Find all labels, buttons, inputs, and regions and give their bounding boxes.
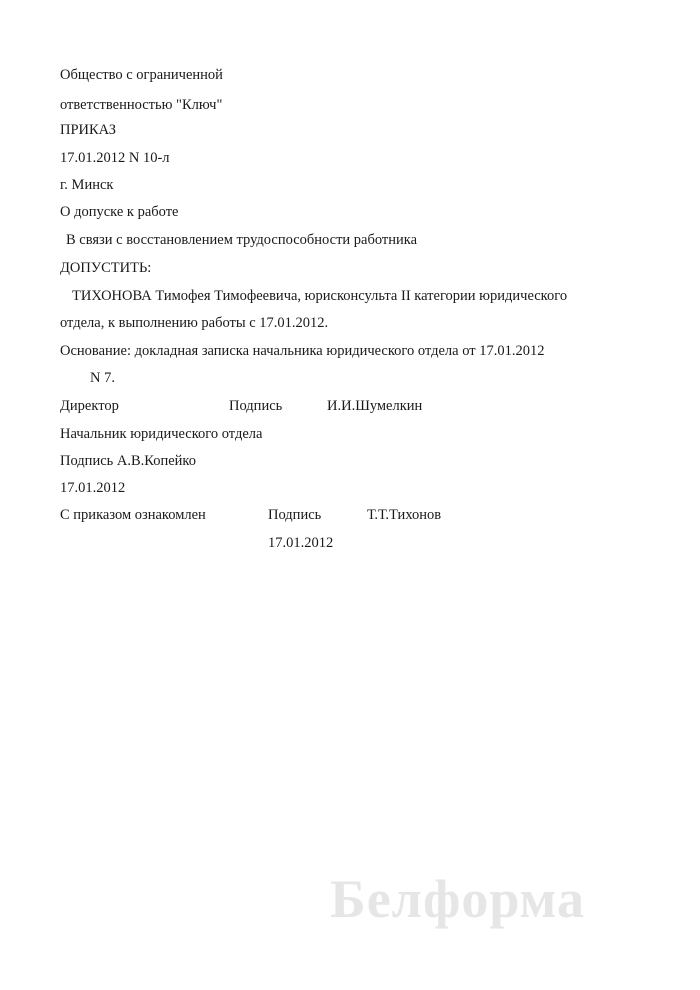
watermark-logo: Белформа <box>330 869 585 929</box>
order-basis-line-1: Основание: докладная записка начальника юридического отдела от 17.01.2012 <box>60 343 545 359</box>
order-command: ДОПУСТИТЬ: <box>60 260 152 276</box>
order-body-line-2: отдела, к выполнению работы с 17.01.2012. <box>60 315 329 331</box>
order-date-number: 17.01.2012 N 10-л <box>60 150 170 166</box>
director-name: И.И.Шумелкин <box>327 398 423 414</box>
order-basis-line-2: N 7. <box>90 370 115 386</box>
head-signature-line: Подпись А.В.Копейко <box>60 453 196 469</box>
head-title: Начальник юридического отдела <box>60 426 263 442</box>
acknowledgement-name: Т.Т.Тихонов <box>367 507 442 523</box>
organization-line-2: ответственностью "Ключ" <box>60 97 223 113</box>
acknowledgement-signature: Подпись <box>268 507 322 523</box>
order-heading: ПРИКАЗ <box>60 122 117 138</box>
director-title: Директор <box>60 398 119 414</box>
order-preamble: В связи с восстановлением трудоспособности работника <box>66 232 418 248</box>
head-date: 17.01.2012 <box>60 480 126 496</box>
order-city: г. Минск <box>60 177 114 193</box>
order-subject: О допуске к работе <box>60 204 179 220</box>
organization-line-1: Общество с ограниченной <box>60 67 223 83</box>
acknowledgement-date: 17.01.2012 <box>268 535 334 551</box>
order-body-line-1: ТИХОНОВА Тимофея Тимофеевича, юрисконсульта II категории юридического <box>72 288 568 304</box>
acknowledgement-label: С приказом ознакомлен <box>60 507 206 523</box>
director-signature: Подпись <box>229 398 283 414</box>
